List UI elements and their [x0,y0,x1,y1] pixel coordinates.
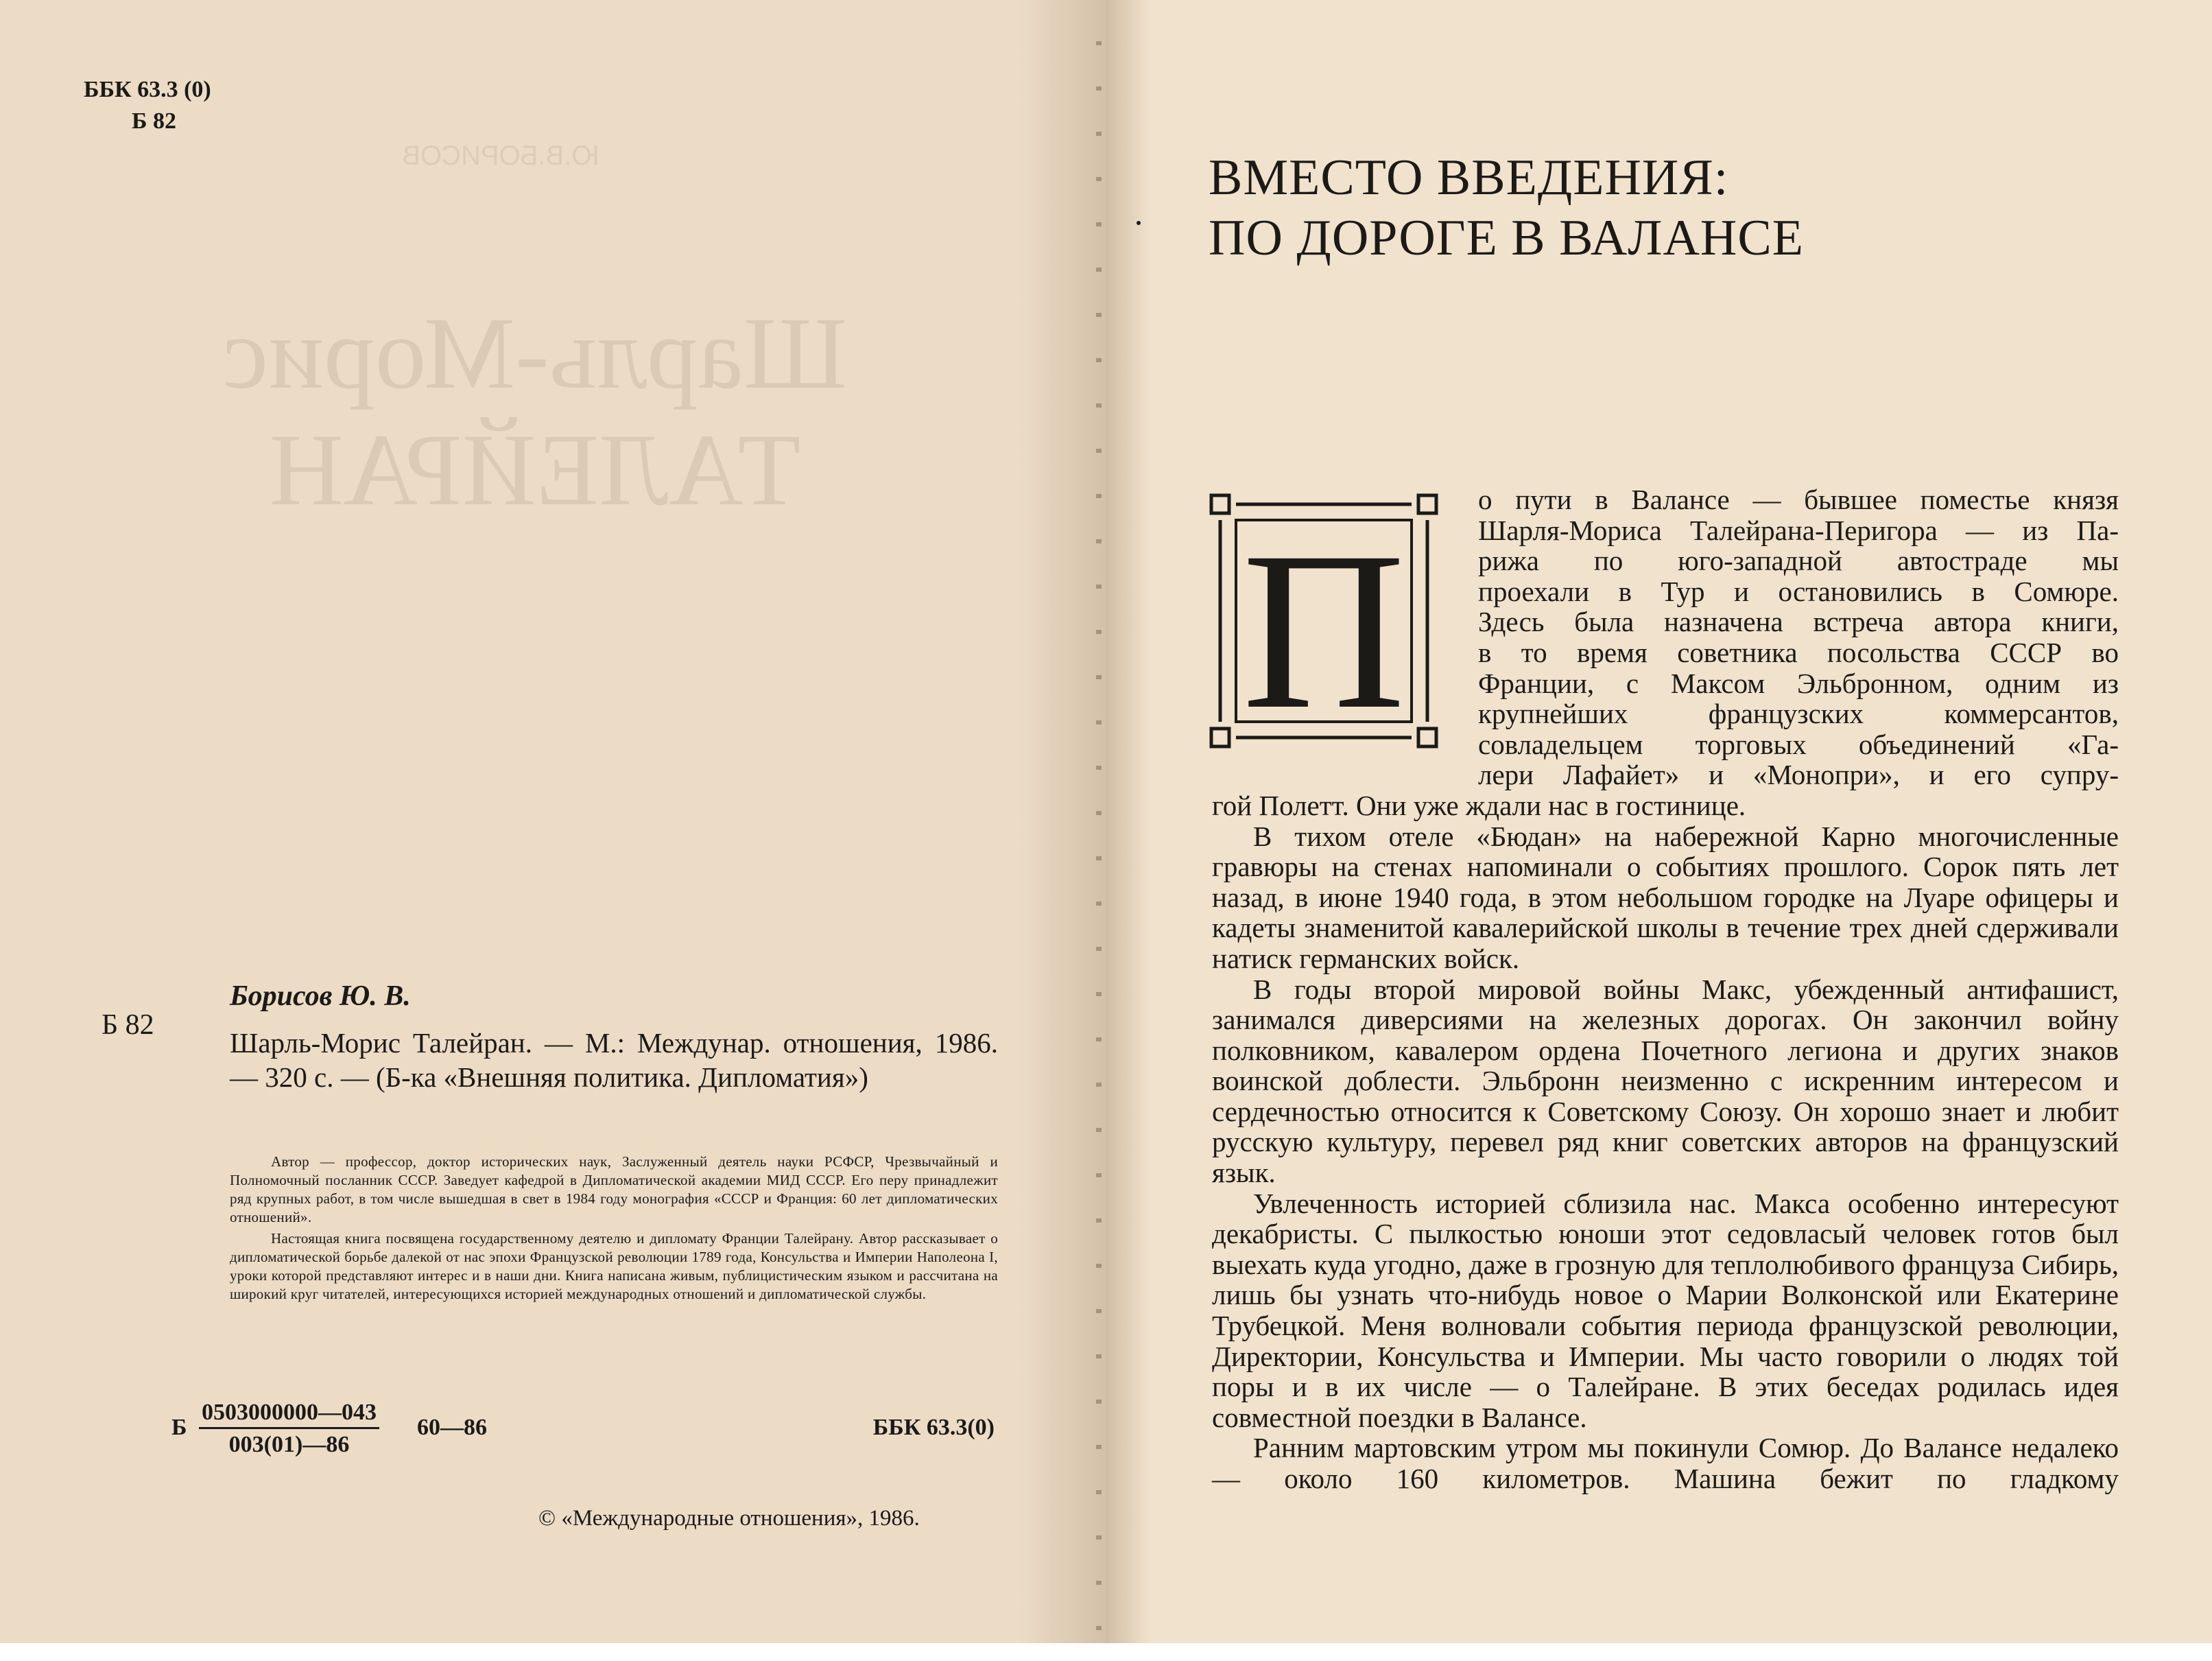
book-binding-stitches [1096,0,1102,1643]
code-suffix: 60—86 [417,1415,487,1440]
para1-line-4: проехали в Тур и остановились в Сомюре. [1478,575,2119,607]
para1-line-2: Шарля-Мориса Талейрана-Перигора — из Па- [1478,514,2119,546]
para1-line-7: Франции, с Максом Эльбронном, одним из [1478,667,2119,699]
paragraph-1-wrapped [1478,484,2119,790]
paragraph-5: Ранним мартовским утром мы покинули Сомюр. До Валансе недалеко — около 160 километров. Машина бежит по гладкому [1212,1432,2119,1494]
paragraph-4: Увлеченность историей сблизила нас. Макса особенно интересуют декабристы. С пылкостью юноши этот седовласый человек готов был выехать куда угодно, даже в грозную для теплолюбивого француза Сибирь, лишь бы узнать что-нибудь новое о Марии Волконской или Екатерине Трубецкой. Меня волновали события периода французской революции, Директории, Консульства и Империи. Мы часто говорили о людях той поры и в их числе — о Талейране. В этих беседах родилась идея совместной поездки в Валансе. [1212,1187,2119,1433]
bbk-code-bottom: ББК 63.3(0) [872,1415,995,1440]
annotation-book-summary: Настоящая книга посвящена государственному деятелю и дипломату Франции Талейрану. Автор рассказывает о дипломатической борьбе далекой от нас эпохи Французской революции 1789 года, Консульства и Империи Наполеона I, уроки которой представляют интерес и в наши дни. Книга написана живым, публицистическим языком и рассчитана на широкий круг читателей, интересующихся историей международных отношений и дипломатической службы. [230,1230,998,1302]
ghost-title-line2: ТАЛЕЙРАН [269,413,801,527]
bibliographic-entry: Шарль-Морис Талейран. — М.: Междунар. отношения, 1986. — 320 с. — (Б-ка «Внешняя политика. Дипломатия») [230,1027,998,1093]
code-letter: Б [171,1415,187,1440]
paragraph-3: В годы второй мировой войны Макс, убежденный антифашист, занимался диверсиями на железных дорогах. Он закончил войну полковником, кавалером ордена Почетного легиона и других знаков воинской доблести. Эльбронн неизменно с искренним интересом и сердечностью относится к Советскому Союзу. Он хорошо знает и любит русскую культуру, перевел ряд книг советских авторов на французский язык. [1212,973,2119,1189]
para1-line-5: Здесь была назначена встреча автора книги, [1478,606,2119,638]
show-through-series: Ю.В.БОРИСОВ [402,141,599,171]
drop-cap-letter: П [1241,506,1406,749]
catalog-letter: Б 82 [102,1009,154,1041]
bbk-index-top [84,74,211,137]
copyright-notice: © «Международные отношения», 1986. [538,1506,920,1531]
para1-line-1: о пути в Валансе — бывшее поместье князя [1478,484,2119,515]
para1-line-8: крупнейших французских коммерсантов, [1478,698,2119,730]
left-page [0,0,1106,1643]
scan-bottom-margin [0,1643,2212,1661]
ghost-title-line1: Шарль-Морис [222,296,848,410]
para1-line-6: в то время советника посольства СССР во [1478,636,2119,668]
publication-code [171,1400,995,1461]
code-denominator: 003(01)—86 [228,1432,350,1457]
paragraph-2: В тихом отеле «Бюдан» на набережной Карно многочисленные гравюры на стенах напоминали о событиях прошлого. Сорок пять лет назад, в июне 1940 года, в этом небольшом городке на Луаре офицеры и кадеты знаменитой кавалерийской школы в течение трех дней сдерживали натиск германских войск. [1212,820,2119,974]
annotation-author-bio: Автор — профессор, доктор исторических наук, Заслуженный деятель науки РСФСР, Чрезвычайный и Полномочный посланник СССР. Заведует кафедрой в Дипломатической академии МИД СССР. Его перу принадлежит ряд крупных работ, в том числе вышедшая в свет в 1984 году монография «СССР и Франция: 60 лет дипломатических отношений». [230,1153,998,1225]
author-name: Борисов Ю. В. [230,980,411,1012]
para1-line-3: рижа по юго-западной автостраде мы [1478,545,2119,577]
bbk-code-top: ББК 63.3 (0) [84,77,211,102]
paragraph-1 [1212,484,2119,1494]
para1-line-9: совладельцем торговых объединений «Га- [1478,728,2119,760]
para1-tail: гой Полетт. Они уже ждали нас в гостинице. [1212,789,1746,821]
code-numerator: 0503000000—043 [199,1400,379,1429]
heading-line-1: ВМЕСТО ВВЕДЕНИЯ: [1209,150,1729,206]
show-through-title [206,295,864,542]
heading-line-2: ПО ДОРОГЕ В ВАЛАНСЕ [1209,210,1804,266]
chapter-heading [1209,148,1804,268]
margin-dot [1137,221,1141,225]
annotation [230,1153,998,1304]
bbk-letter-top: Б 82 [132,108,176,134]
para1-line-10: лери Лафайет» и «Монопри», и его супру- [1478,759,2119,791]
code-fraction [199,1400,379,1458]
